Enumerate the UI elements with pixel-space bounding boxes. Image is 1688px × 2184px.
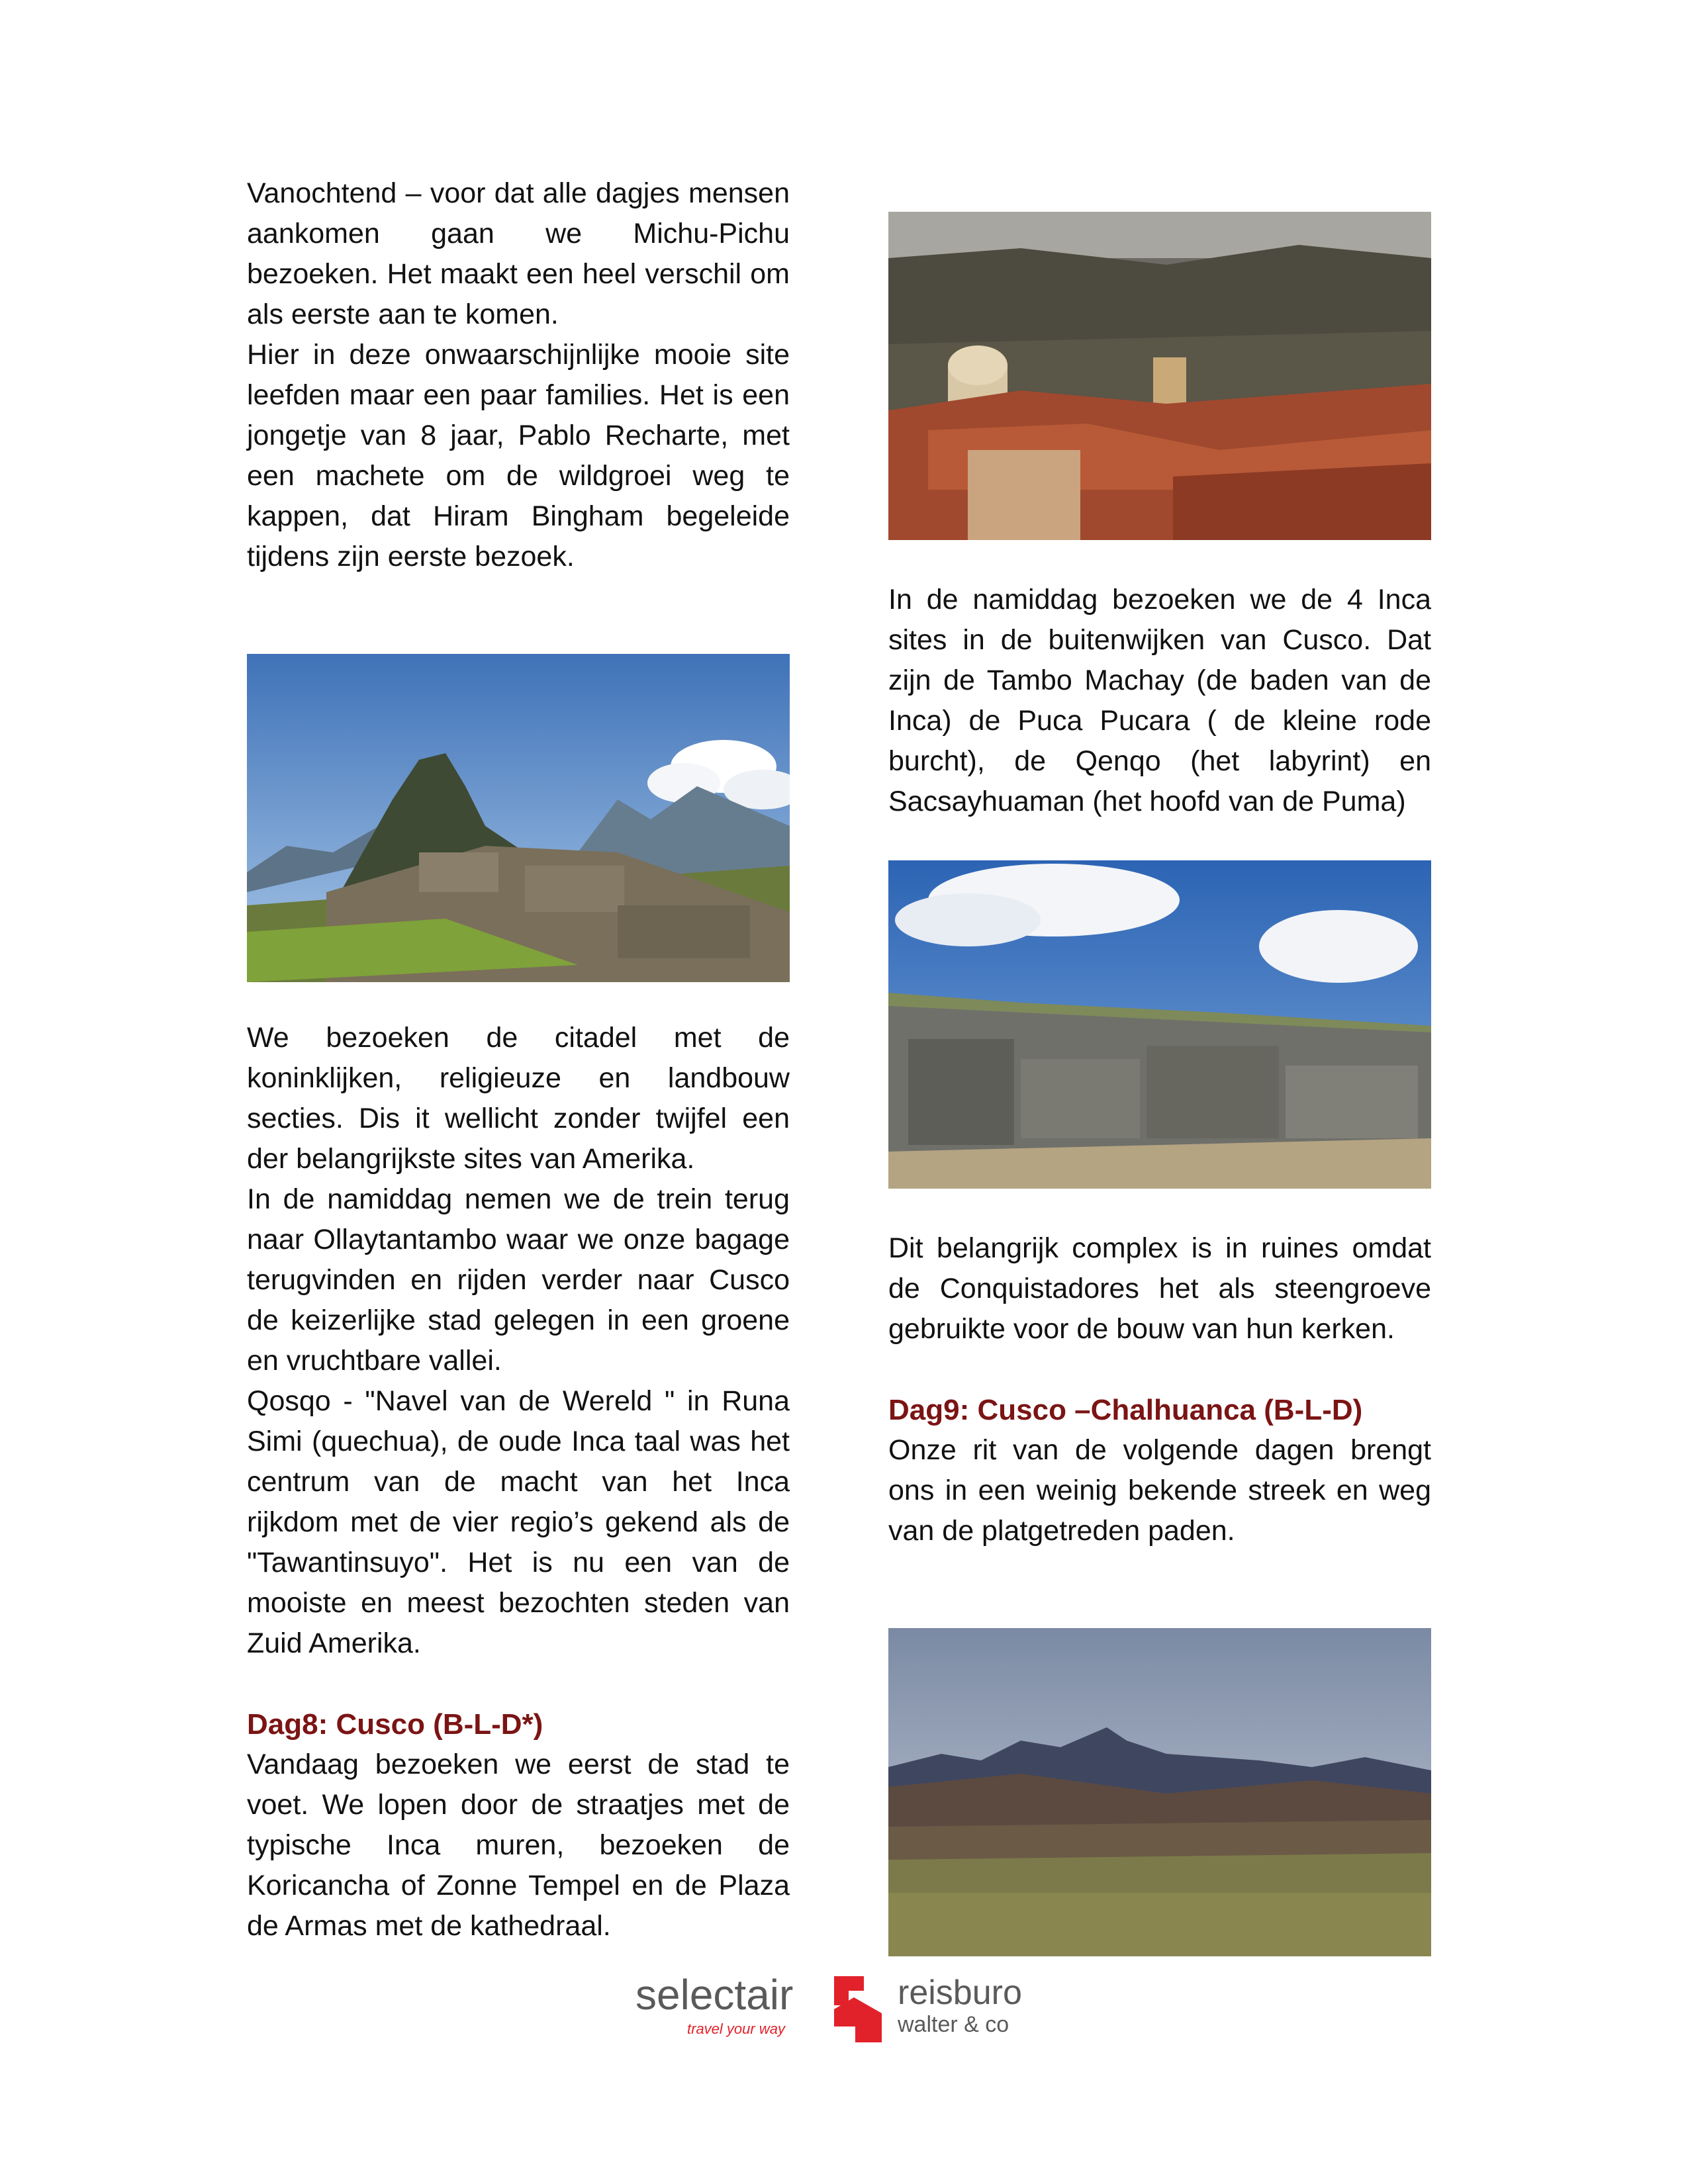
paragraph: In de namiddag nemen we de trein terug naar Ollaytantambo waar we onze bagage terugvinden en rijden verder naar Cusco de keizerlijke stad gelegen in een groene en vruchtbare vallei. [247, 1183, 790, 1377]
intro-text [247, 173, 790, 577]
citadel-text [247, 1018, 790, 1946]
dag8-text: Vandaag bezoeken we eerst de stad te voet. We lopen door de straatjes met de typische Inca muren, bezoeken de Koricancha of Zonne Tempel en de Plaza de Armas met de kathedraal. [247, 1749, 790, 1942]
brand-tagline: travel your way [687, 2021, 785, 2037]
paragraph: In de namiddag bezoeken we de 4 Inca sites in de buitenwijken van Cusco. Dat zijn de Tambo Machay (de baden van de Inca) de Puca Pucara ( de kleine rode burcht), de Qenqo (het labyrint) en Sacsayhuaman (het hoofd van de Puma) [888, 584, 1431, 817]
machu-picchu-photo [247, 654, 790, 982]
partner-subtitle: walter & co [898, 2012, 1009, 2037]
andes-landscape-photo [888, 1628, 1431, 1956]
dag8-heading: Dag8: Cusco (B-L-D*) [247, 1708, 543, 1741]
paragraph: Dit belangrijk complex is in ruines omdat de Conquistadores het als steengroeve gebruikte voor de bouw van hun kerken. [888, 1232, 1431, 1345]
sacsayhuaman-photo [888, 860, 1431, 1189]
partner-name: reisburo [898, 1974, 1022, 2012]
paragraph: We bezoeken de citadel met de koninklijken, religieuze en landbouw secties. Dis it wellicht zonder twijfel een der belangrijkste sites van Amerika. [247, 1022, 790, 1175]
complex-text [888, 1228, 1431, 1551]
selectair-logo-mark [834, 1976, 882, 2042]
dag9-text: Onze rit van de volgende dagen brengt ons in een weinig bekende streek en weg van de platgetreden paden. [888, 1434, 1431, 1547]
cusco-rooftops-photo [888, 212, 1431, 540]
paragraph: Vanochtend – voor dat alle dagjes mensen aankomen gaan we Michu-Pichu bezoeken. Het maakt een heel verschil om als eerste aan te komen. [247, 177, 790, 330]
brand-name: selectair [635, 1971, 794, 2019]
dag9-heading: Dag9: Cusco –Chalhuanca (B-L-D) [888, 1394, 1363, 1426]
inca-sites-text [888, 580, 1431, 822]
paragraph: Hier in deze onwaarschijnlijke mooie site leefden maar een paar families. Het is een jongetje van 8 jaar, Pablo Recharte, met een machete om de wildgroei weg te kappen, dat Hiram Bingham begeleide tijdens zijn eerste bezoek. [247, 339, 790, 572]
footer-logo [635, 1971, 1046, 2044]
paragraph: Qosqo - "Navel van de Wereld " in Runa Simi (quechua), de oude Inca taal was het centrum van de macht van het Inca rijkdom met de vier regio’s gekend als de "Tawantinsuyo". Het is nu een van de mooiste en meest bezochten steden van Zuid Amerika. [247, 1385, 790, 1659]
